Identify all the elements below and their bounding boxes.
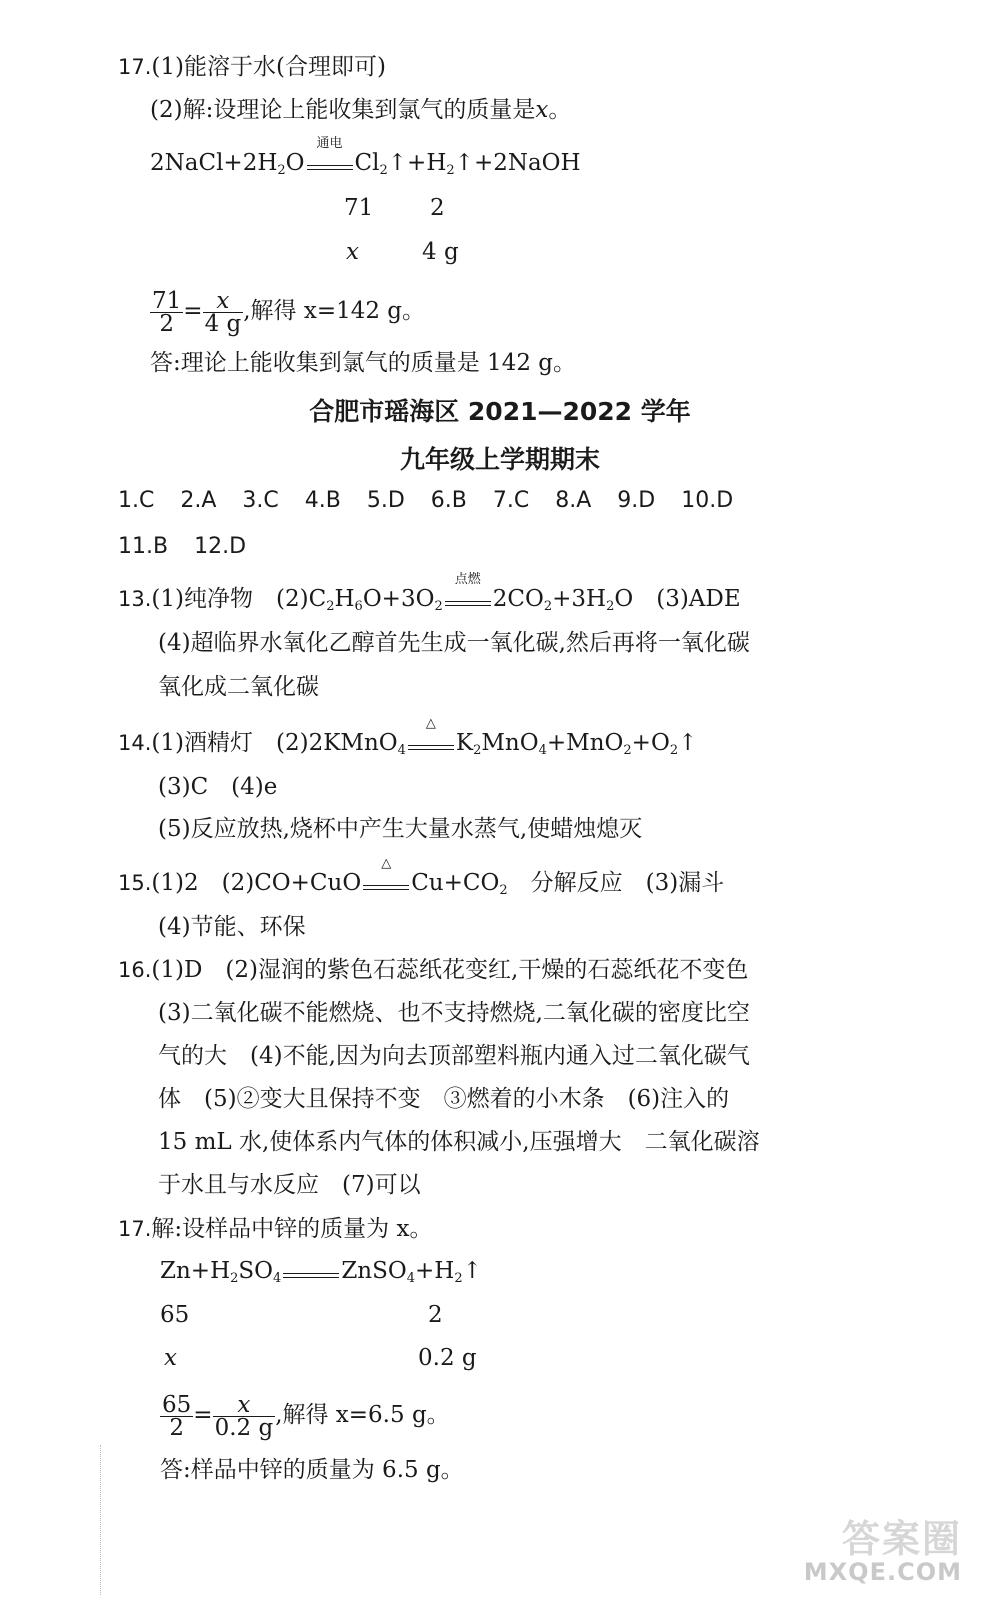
q17b-equation: $Zn+H_2SO_4$ $ZnSO_4+H_2↑$ — [160, 1258, 482, 1286]
eq-sign: 点燃 — [443, 585, 493, 615]
eq-sign: △ — [361, 869, 411, 899]
q17b-line1: 17.解:设样品中锌的质量为 x。 — [118, 1216, 433, 1242]
q14-line2: (3)C (4)e — [158, 774, 278, 800]
q17b-val2: 0.2 g — [418, 1345, 477, 1371]
q17b-proportion: $\frac{65}{2}$ = $\frac{x}{0.2 g}$ ,解得 x=6.5 g。 — [162, 1391, 450, 1441]
exam-title: 合肥市瑶海区 2021—2022 学年 — [309, 397, 691, 426]
q17a-equation: $2NaCl+2H_2O$ 通电 $Cl_2↑+H_2↑+2NaOH$ — [150, 136, 581, 178]
q17b-answer: 答:样品中锌的质量为 6.5 g。 — [160, 1457, 464, 1483]
q17a-mass2: 2 — [430, 195, 445, 221]
mc-row-2: 11.B 12.D — [118, 534, 247, 559]
q14-line1: 14.(1)酒精灯 (2)2KMnO$_4$ △ $K_2MnO_4+MnO_2+O_2↑$ — [118, 716, 698, 758]
q17a-proportion: $\frac{71}{2}$ = $\frac{x}{4 g}$ ,解得 x=142 g。 — [152, 287, 426, 337]
q16-line5: 15 mL 水,使体系内气体的体积减小,压强增大 二氧化碳溶 — [158, 1129, 760, 1155]
q17a-answer: 答:理论上能收集到氯气的质量是 142 g。 — [150, 350, 576, 376]
q13-line2: (4)超临界水氧化乙醇首先生成一氧化碳,然后再将一氧化碳 — [158, 630, 750, 656]
fraction: $\frac{71}{2}$ — [152, 287, 182, 337]
q17a-part2-intro: (2)解:设理论上能收集到氯气的质量是x。 — [150, 97, 572, 123]
q17a-part1: 17.(1)能溶于水(合理即可) — [118, 54, 386, 80]
fraction: $\frac{x}{0.2 g}$ — [214, 1391, 274, 1441]
q16-line3: 气的大 (4)不能,因为向去顶部塑料瓶内通入过二氧化碳气 — [158, 1043, 750, 1069]
q16-line4: 体 (5)②变大且保持不变 ③燃着的小木条 (6)注入的 — [158, 1086, 730, 1112]
eq-sign: △ — [406, 729, 456, 759]
margin-dotted-line — [100, 1445, 101, 1595]
watermark-logo: 答案圈 MXQE.COM — [803, 1517, 962, 1586]
q17a-mass1: 71 — [344, 195, 374, 221]
q14-line3: (5)反应放热,烧杯中产生大量水蒸气,使蜡烛熄灭 — [158, 816, 643, 842]
q13-line1: 13.(1)纯净物 $(2)C_2H_6O+3O_2$ 点燃 $2CO_2+3H_2O$ (3)ADE — [118, 572, 741, 614]
q16-line1: 16.(1)D (2)湿润的紫色石蕊纸花变红,干燥的石蕊纸花不变色 — [118, 957, 749, 983]
q17b-val1: x — [164, 1345, 177, 1371]
fraction: $\frac{65}{2}$ — [162, 1391, 192, 1441]
q16-line2: (3)二氧化碳不能燃烧、也不支持燃烧,二氧化碳的密度比空 — [158, 1000, 750, 1026]
q17b-mass2: 2 — [428, 1302, 443, 1328]
q17a-val2: 4 g — [422, 239, 459, 265]
q16-line6: 于水且与水反应 (7)可以 — [158, 1172, 421, 1198]
q13-line3: 氧化成二氧化碳 — [158, 674, 319, 700]
q17b-mass1: 65 — [160, 1302, 190, 1328]
q15-line1: 15.(1)2 (2)CO+CuO △ $Cu+CO_2$ 分解反应 (3)漏斗 — [118, 856, 725, 898]
mc-row-1: 1.C 2.A 3.C 4.B 5.D 6.B 7.C 8.A 9.D 10.D — [118, 488, 734, 513]
exam-subtitle: 九年级上学期期末 — [399, 445, 600, 474]
q15-line2: (4)节能、环保 — [158, 914, 306, 940]
q17a-val1: x — [346, 239, 359, 265]
eq-sign — [281, 1257, 341, 1287]
fraction: $\frac{x}{4 g}$ — [204, 287, 242, 337]
eq-sign: 通电 — [305, 149, 355, 179]
